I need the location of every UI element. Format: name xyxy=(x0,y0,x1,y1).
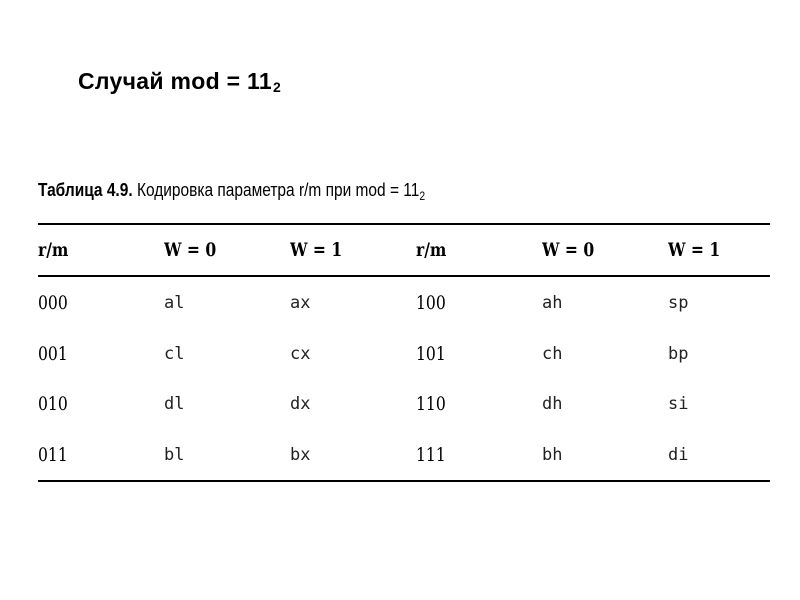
cell-register-word: bx xyxy=(290,444,311,465)
header-w1-right: W = 1 xyxy=(668,239,721,261)
header-rm-left: r/m xyxy=(38,239,69,261)
cell-register-byte: ch xyxy=(542,343,563,364)
table-caption xyxy=(38,180,425,203)
cell-rm-code: 100 xyxy=(416,291,446,314)
cell-register-byte: bh xyxy=(542,444,563,465)
cell-rm-code: 000 xyxy=(38,291,68,314)
caption-subscript: 2 xyxy=(419,189,426,203)
cell-rm-code: 001 xyxy=(38,342,68,365)
cell-register-word: sp xyxy=(668,292,689,313)
table-row xyxy=(38,430,770,481)
cell-register-byte: bl xyxy=(164,444,185,465)
table-bottom-rule xyxy=(38,480,770,482)
cell-register-word: bp xyxy=(668,343,689,364)
table-row xyxy=(38,329,770,380)
cell-register-word: si xyxy=(668,394,689,415)
table-row xyxy=(38,277,770,329)
cell-register-byte: al xyxy=(164,292,185,313)
cell-register-byte: ah xyxy=(542,292,563,313)
header-w0-right: W = 0 xyxy=(542,239,595,261)
cell-register-word: dx xyxy=(290,394,311,415)
heading-text: Случай mod = 11 xyxy=(78,68,272,94)
header-w0-left: W = 0 xyxy=(164,239,217,261)
table-row xyxy=(38,379,770,430)
slide-heading xyxy=(78,68,281,95)
encoding-table-grid xyxy=(38,225,770,275)
encoding-table-body xyxy=(38,277,770,481)
cell-register-word: di xyxy=(668,444,689,465)
table-header-row xyxy=(38,225,770,275)
header-w1-left: W = 1 xyxy=(290,239,343,261)
cell-register-word: ax xyxy=(290,292,311,313)
caption-label: Таблица 4.9. xyxy=(38,180,133,200)
header-rm-right: r/m xyxy=(416,239,447,261)
cell-rm-code: 011 xyxy=(38,443,68,466)
cell-rm-code: 101 xyxy=(416,342,446,365)
cell-rm-code: 010 xyxy=(38,393,68,416)
cell-register-byte: dh xyxy=(542,394,563,415)
caption-text: Кодировка параметра r/m при mod = 11 xyxy=(132,180,420,200)
cell-register-byte: cl xyxy=(164,343,185,364)
cell-rm-code: 111 xyxy=(416,443,446,466)
cell-rm-code: 110 xyxy=(416,393,446,416)
cell-register-word: cx xyxy=(290,343,311,364)
heading-subscript: 2 xyxy=(272,79,282,95)
cell-register-byte: dl xyxy=(164,394,185,415)
rm-encoding-table xyxy=(38,223,770,482)
